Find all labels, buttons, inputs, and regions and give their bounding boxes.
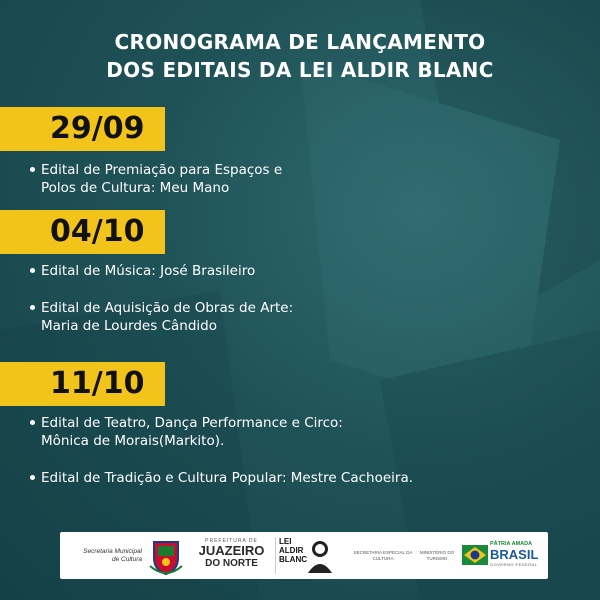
lei-aldir-blanc-logo xyxy=(279,537,307,564)
date-tag-3: 11/10 xyxy=(0,362,165,406)
title-line-1: CRONOGRAMA DE LANÇAMENTO xyxy=(114,30,486,54)
ministerio-line-2: TURISMO xyxy=(426,556,448,561)
title-line-2: DOS EDITAIS DA LEI ALDIR BLANC xyxy=(106,58,494,82)
secretaria-especial-line-2: CULTURA xyxy=(372,556,394,561)
secretaria-line-2: de Cultura xyxy=(112,556,142,563)
list-item xyxy=(41,161,282,197)
item-line-1: Edital de Teatro, Dança Performance e Circo: xyxy=(41,415,343,431)
date-tag-2: 04/10 xyxy=(0,210,165,254)
bullet-icon xyxy=(30,268,35,273)
brasil-text: BRASIL xyxy=(490,547,539,562)
item-line-2: Polos de Cultura: Meu Mano xyxy=(41,180,230,196)
prefeitura-city-text: JUAZEIRO xyxy=(198,543,265,558)
bullet-icon xyxy=(30,305,35,310)
prefeitura-city-text-2: DO NORTE xyxy=(205,558,258,569)
prefeitura-small-text: PREFEITURA DE xyxy=(205,538,258,544)
footer-logos-bar xyxy=(60,532,548,579)
bullet-icon xyxy=(30,475,35,480)
governo-federal-text: GOVERNO FEDERAL xyxy=(490,562,538,567)
brazil-flag-icon xyxy=(462,545,488,565)
item-line-1: Edital de Aquisição de Obras de Arte: xyxy=(41,300,294,316)
item-line-2: Mônica de Morais(Markito). xyxy=(41,433,225,449)
prefeitura-logo xyxy=(194,538,269,569)
lei-text-3: BLANC xyxy=(279,555,307,564)
date-tag-1: 29/09 xyxy=(0,107,165,151)
list-item xyxy=(41,414,343,450)
bullet-icon xyxy=(30,167,35,172)
item-line-2: Maria de Lourdes Cândido xyxy=(41,318,217,334)
ministerio-line-1: MINISTÉRIO DO xyxy=(419,550,455,555)
divider xyxy=(275,537,276,574)
governo-federal-logo xyxy=(490,541,544,568)
ministerio-text xyxy=(418,550,456,562)
secretaria-especial-text xyxy=(352,550,414,562)
item-line-1: Edital de Tradição e Cultura Popular: Mestre Cachoeira. xyxy=(41,470,414,486)
list-item xyxy=(41,262,255,280)
patria-amada-text: PÁTRIA AMADA xyxy=(490,541,533,547)
bullet-icon xyxy=(30,420,35,425)
poster-title xyxy=(0,28,600,84)
coat-of-arms-icon xyxy=(148,536,184,576)
list-item xyxy=(41,469,413,487)
item-line-1: Edital de Premiação para Espaços e xyxy=(41,162,283,178)
lei-text-1: LEI xyxy=(279,537,292,546)
lei-text-2: ALDIR xyxy=(279,546,304,555)
item-line-1: Edital de Música: José Brasileiro xyxy=(41,263,256,279)
secretaria-line-1: Secretaria Municipal xyxy=(83,548,142,555)
secretaria-municipal-text xyxy=(72,548,142,564)
portrait-illustration-icon xyxy=(304,537,336,573)
list-item xyxy=(41,299,293,335)
secretaria-especial-line-1: SECRETARIA ESPECIAL DA xyxy=(353,550,413,555)
